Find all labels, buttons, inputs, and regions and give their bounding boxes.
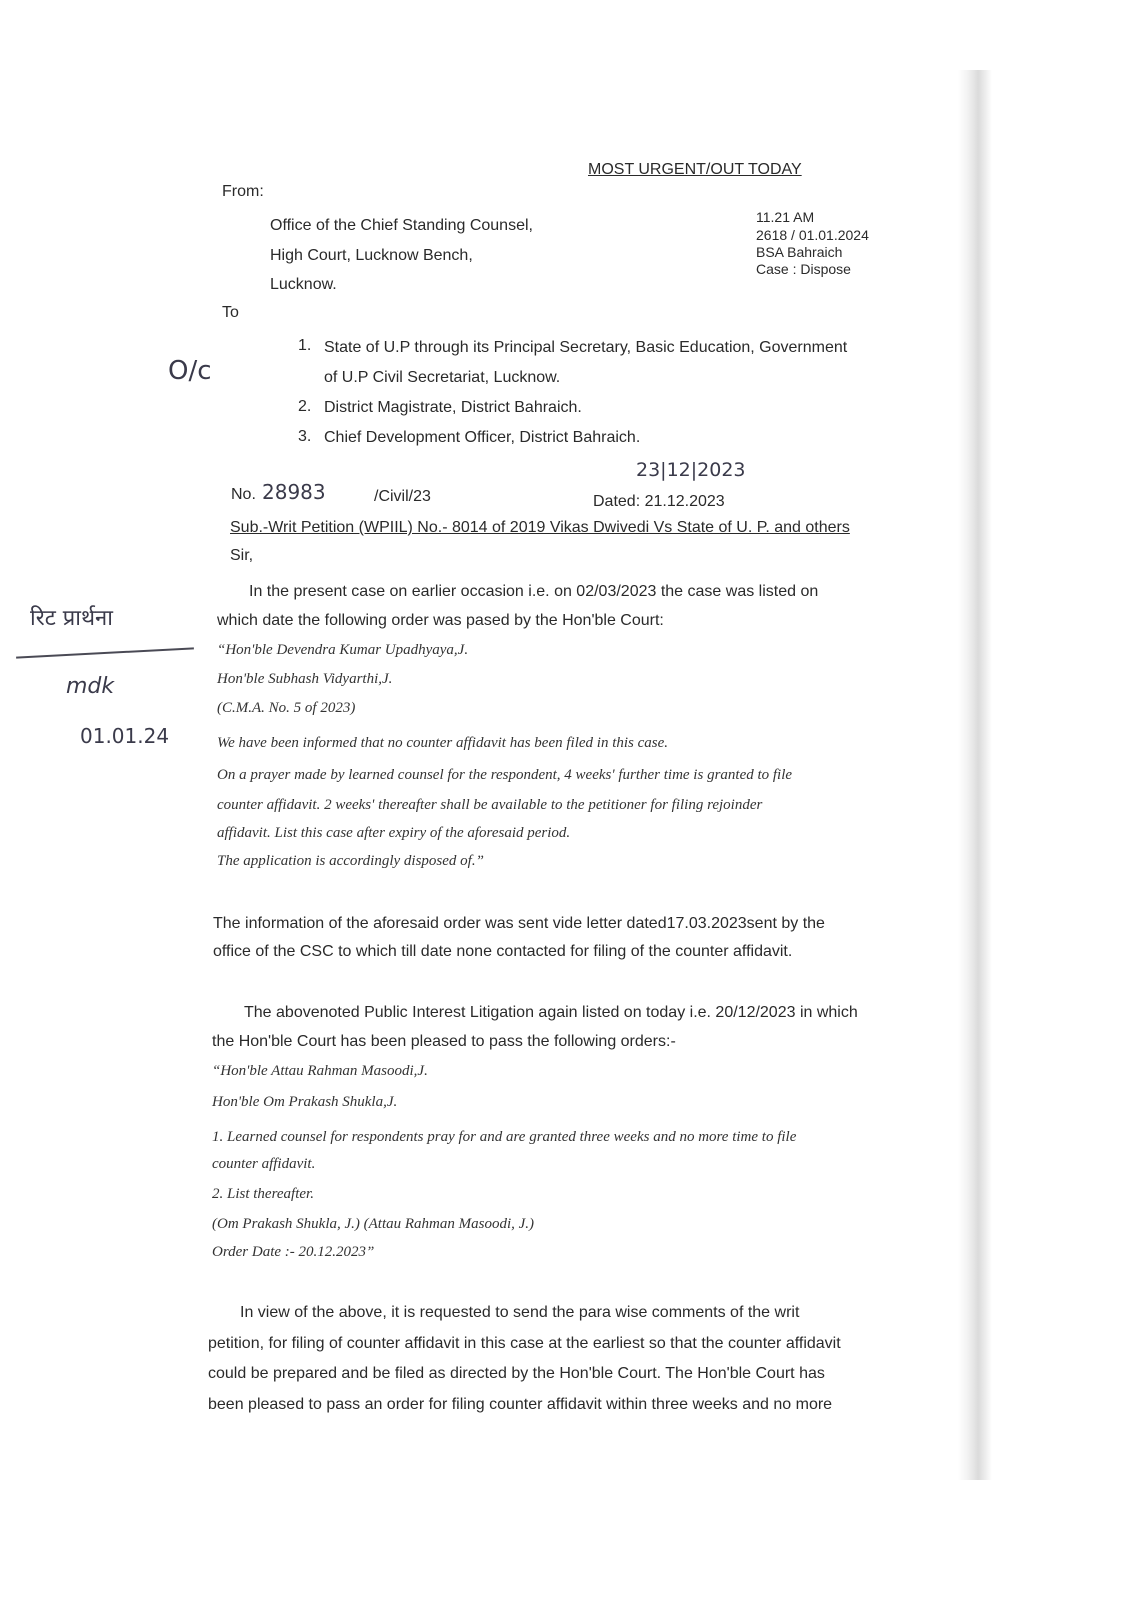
- para4-line-1: In view of the above, it is requested to send the para wise comments of the writ: [240, 1304, 800, 1321]
- handwritten-underline: [16, 647, 194, 658]
- para4-line-2: petition, for filing of counter affidavit in this case at the earliest so that the counter affidavit: [208, 1335, 841, 1352]
- handwritten-date: 01.01.24: [80, 724, 170, 748]
- from-line-2: High Court, Lucknow Bench,: [270, 247, 473, 264]
- order1-line-4: affidavit. List this case after expiry of the aforesaid period.: [217, 825, 571, 841]
- stamp-ref: 2618 / 01.01.2024: [756, 227, 869, 243]
- para4-line-4: been pleased to pass an order for filing counter affidavit within three weeks and no more: [208, 1396, 833, 1413]
- order1-judge-1: “Hon'ble Devendra Kumar Upadhyaya,J.: [217, 642, 469, 658]
- recipient-1-line-2: of U.P Civil Secretariat, Lucknow.: [324, 369, 561, 386]
- order2-line-1: 1. Learned counsel for respondents pray for and are granted three weeks and no more time to file: [212, 1129, 797, 1145]
- letter-date: Dated: 21.12.2023: [593, 493, 725, 510]
- recipient-1-number: 1.: [298, 337, 312, 354]
- recipient-1-line-1: State of U.P through its Principal Secretary, Basic Education, Government: [324, 339, 848, 356]
- para2-line-1: The information of the aforesaid order was sent vide letter dated17.03.2023sent by the: [213, 915, 825, 932]
- order1-line-5: The application is accordingly disposed of.”: [217, 853, 484, 869]
- order1-judge-2: Hon'ble Subhash Vidyarthi,J.: [217, 671, 393, 687]
- stamp-case: Case : Dispose: [756, 261, 851, 277]
- order2-date: Order Date :- 20.12.2023”: [212, 1244, 375, 1260]
- order2-line-2: counter affidavit.: [212, 1156, 316, 1172]
- handwritten-note-hindi: रिट प्रार्थना: [30, 606, 113, 631]
- para2-line-2: office of the CSC to which till date none contacted for filing of the counter affidavit.: [213, 943, 793, 960]
- to-label: To: [222, 304, 239, 321]
- order1-line-1: We have been informed that no counter affidavit has been filed in this case.: [217, 735, 669, 751]
- recipient-3-number: 3.: [298, 428, 312, 445]
- letter-number-suffix: /Civil/23: [374, 488, 431, 505]
- recipient-2-line: District Magistrate, District Bahraich.: [324, 399, 582, 416]
- handwritten-initials: mdk: [66, 674, 115, 699]
- order2-line-3: 2. List thereafter.: [212, 1186, 314, 1202]
- order1-line-2: On a prayer made by learned counsel for the respondent, 4 weeks' further time is granted to file: [217, 767, 793, 783]
- order2-judge-2: Hon'ble Om Prakash Shukla,J.: [212, 1094, 398, 1110]
- order1-line-3: counter affidavit. 2 weeks' thereafter shall be available to the petitioner for filing rejoinder: [217, 797, 763, 813]
- subject-line: Sub.-Writ Petition (WPIIL) No.- 8014 of 2019 Vikas Dwivedi Vs State of U. P. and others: [230, 519, 850, 536]
- handwritten-letter-number: 28983: [262, 480, 326, 504]
- recipient-3-line: Chief Development Officer, District Bahraich.: [324, 429, 641, 446]
- salutation: Sir,: [230, 547, 254, 564]
- from-line-1: Office of the Chief Standing Counsel,: [270, 217, 533, 234]
- order1-case-ref: (C.M.A. No. 5 of 2023): [217, 700, 356, 716]
- scan-edge-shadow: [958, 70, 992, 1480]
- recipient-2-number: 2.: [298, 398, 312, 415]
- para1-line-2: which date the following order was pased by the Hon'ble Court:: [217, 612, 664, 629]
- para3-line-2: the Hon'ble Court has been pleased to pass the following orders:-: [212, 1033, 676, 1050]
- stamp-time: 11.21 AM: [756, 209, 815, 225]
- stamp-office: BSA Bahraich: [756, 244, 843, 260]
- order2-judge-1: “Hon'ble Attau Rahman Masoodi,J.: [212, 1063, 428, 1079]
- letter-number-prefix: No.: [231, 486, 256, 503]
- para3-line-1: The abovenoted Public Interest Litigation again listed on today i.e. 20/12/2023 in which: [244, 1004, 858, 1021]
- handwritten-oc: O/c: [168, 356, 212, 386]
- from-label: From:: [222, 183, 264, 200]
- para1-line-1: In the present case on earlier occasion i.e. on 02/03/2023 the case was listed on: [249, 583, 819, 600]
- order2-signatures: (Om Prakash Shukla, J.) (Attau Rahman Masoodi, J.): [212, 1216, 535, 1232]
- urgency-heading: MOST URGENT/OUT TODAY: [588, 161, 802, 178]
- para4-line-3: could be prepared and be filed as directed by the Hon'ble Court. The Hon'ble Court has: [208, 1365, 825, 1382]
- from-line-3: Lucknow.: [270, 276, 337, 293]
- handwritten-date-received: 23|12|2023: [636, 459, 746, 481]
